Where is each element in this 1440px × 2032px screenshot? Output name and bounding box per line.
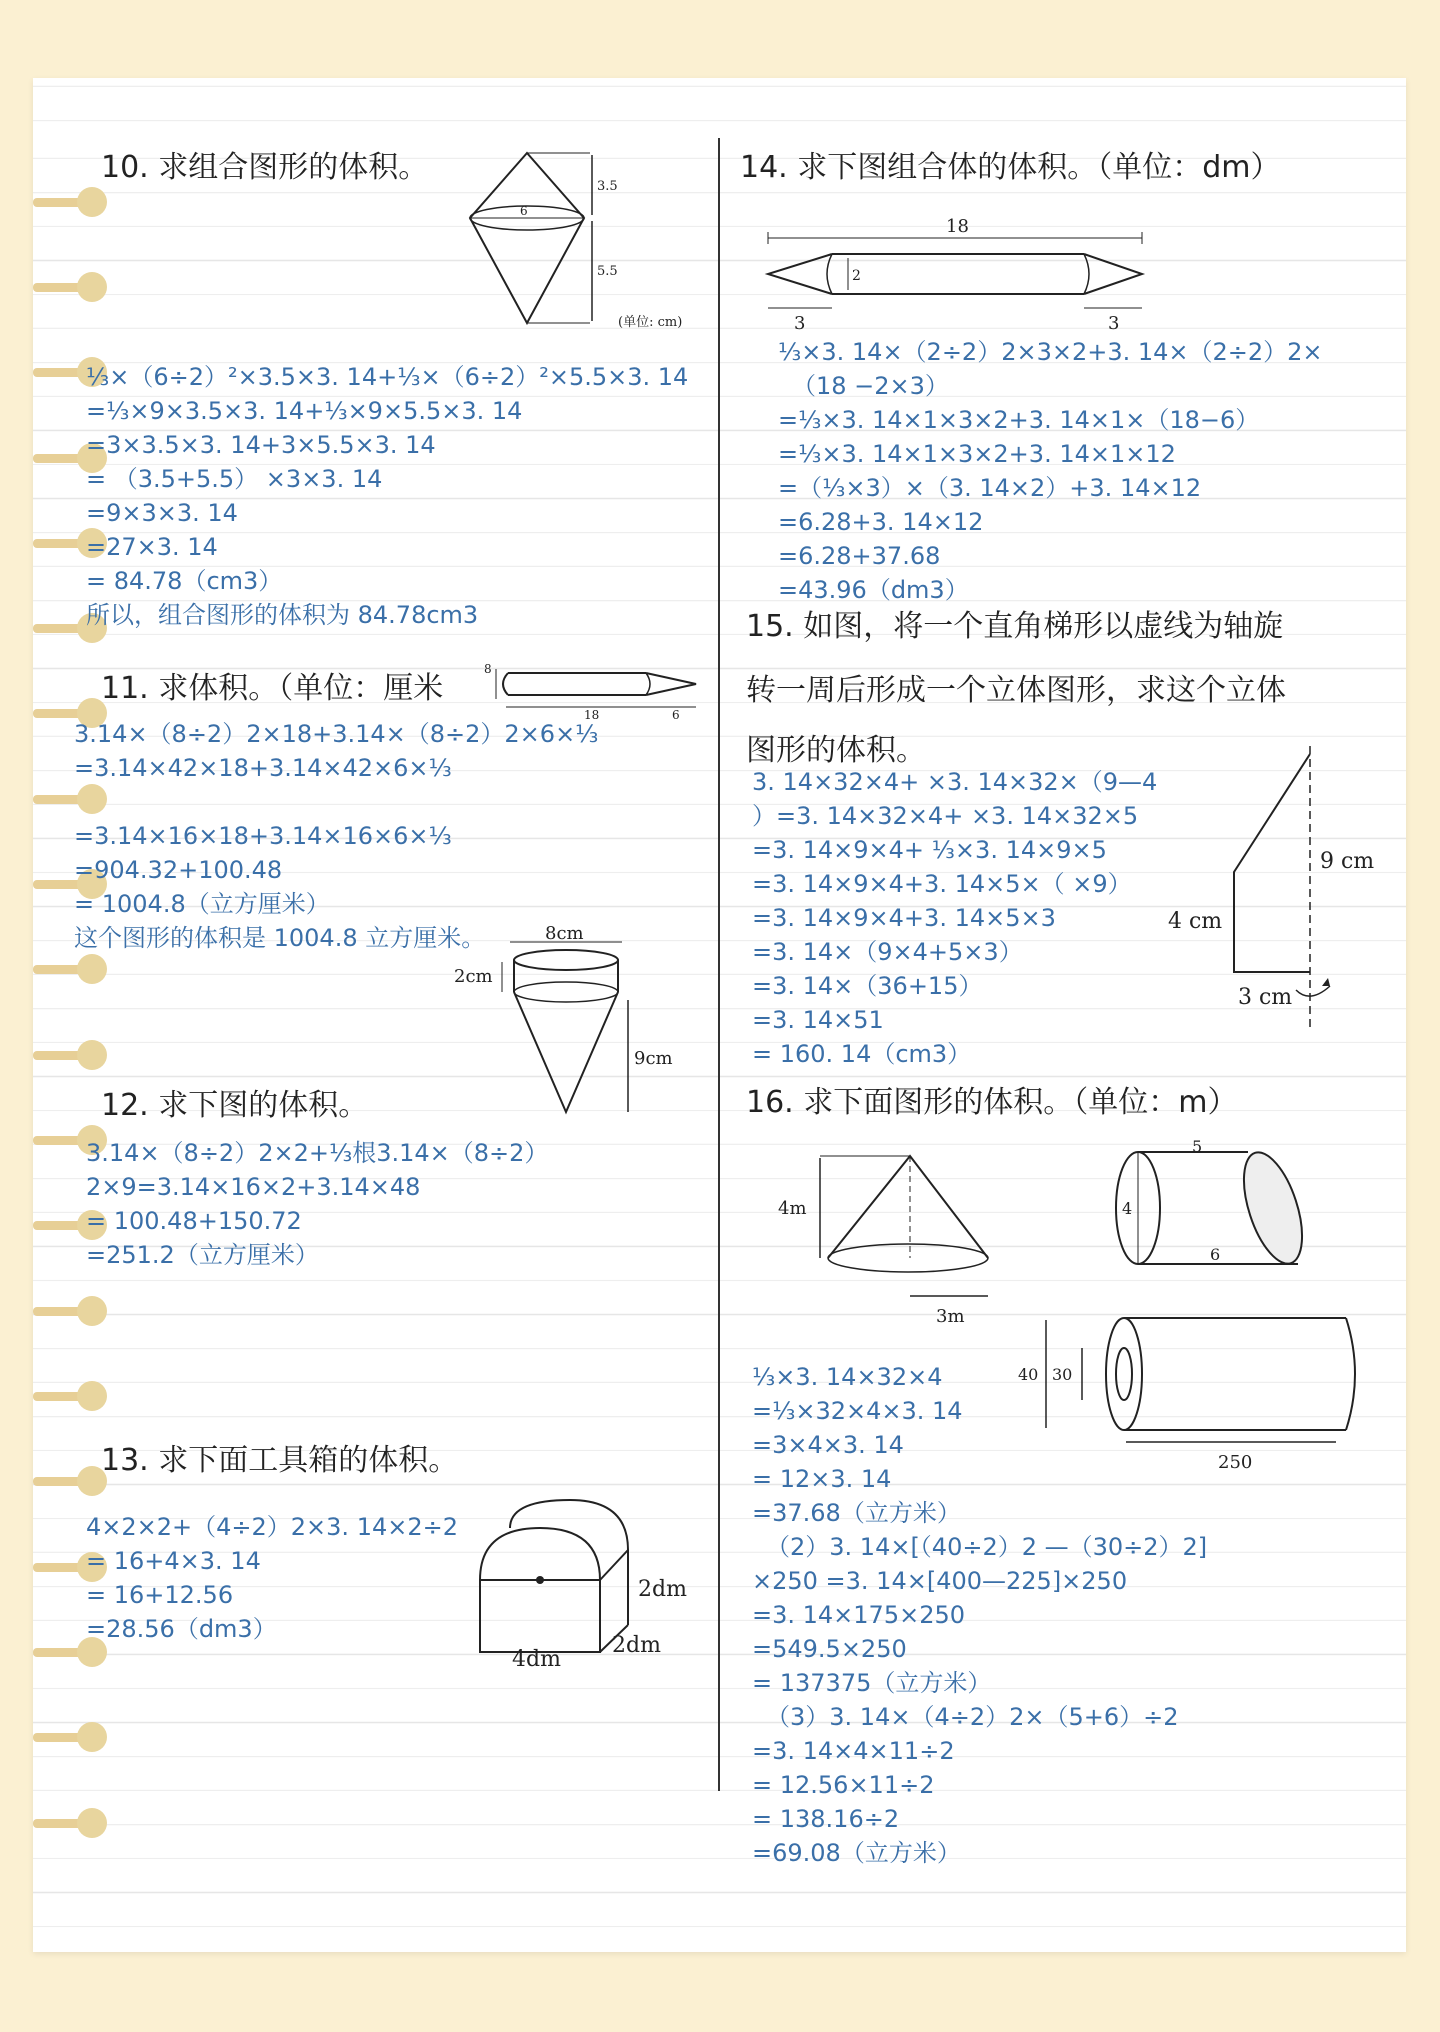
- q10-double-cone-figure: [460, 145, 720, 335]
- q14-fig-label-left: 3: [794, 313, 806, 334]
- question-14-title: 14. 求下图组合体的体积。（单位：dm）: [740, 150, 1281, 185]
- q10-fig-label-bottom: 5.5: [597, 264, 618, 279]
- q16-fig-tube-inner: 30: [1052, 1365, 1073, 1384]
- q15-fig-label-base: 3 cm: [1238, 985, 1293, 1010]
- q10-fig-label-top: 3.5: [597, 179, 618, 194]
- binder-ring: [33, 1296, 105, 1326]
- q12-answer: 3.14×（8÷2）2×2+⅓根3.14×（8÷2） 2×9=3.14×16×2+3.14×48 = 100.48+150.72 =251.2（立方厘米）: [86, 1139, 549, 1269]
- question-13-title: 13. 求下面工具箱的体积。: [101, 1443, 459, 1478]
- q13-answer: 4×2×2+（4÷2）2×3. 14×2÷2 = 16+4×3. 14 = 16+12.56 =28.56（dm3）: [86, 1513, 458, 1643]
- q16-fig-cyl-len: 5: [1192, 1137, 1203, 1156]
- binder-ring: [33, 1722, 105, 1752]
- q16-fig-cone-h: 4m: [778, 1198, 807, 1219]
- q11-fig-label-len: 18: [584, 708, 600, 722]
- q14-answer: ⅓×3. 14×（2÷2）2×3×2+3. 14×（2÷2）2× （18 −2×3） =⅓×3. 14×1×3×2+3. 14×1×（18−6） =⅓×3. 14×1×3×2+3. 14×1×12 =（⅓×3）×（3. 14×2）+3. 14×12 =6.28+3. 14×12 =6.28+37.68 =43.96（dm3）: [778, 338, 1323, 604]
- q10-fig-label-mid: 6: [520, 204, 528, 218]
- binder-ring: [33, 1808, 105, 1838]
- question-16-title: 16. 求下面图形的体积。（单位：m）: [746, 1085, 1238, 1120]
- q12-fig-label-h1: 2cm: [454, 966, 493, 987]
- question-12-title: 12. 求下图的体积。: [101, 1088, 369, 1123]
- q16-fig-tube-outer: 40: [1018, 1365, 1039, 1384]
- q15-fig-label-h: 9 cm: [1320, 849, 1375, 874]
- q16-cone-figure: [770, 1130, 1020, 1330]
- q11-fig-label-tip: 6: [672, 708, 680, 722]
- q16-answer: ⅓×3. 14×32×4 =⅓×32×4×3. 14 =3×4×3. 14 = 12×3. 14 =37.68（立方米） （2）3. 14×[（40÷2）2 —（30÷2）2] ×250 =3. 14×[400—225]×250 =3. 14×175×250 =549.5×250 = 137375（立方米） （3）3. 14×（4÷2）2×（5+6）÷2 =3. 14×4×11÷2 = 12.56×11÷2 = 138.16÷2 =69.08（立方米）: [752, 1363, 1208, 1867]
- q11-fig-label-d: 8: [484, 662, 492, 676]
- binder-ring: [33, 954, 105, 984]
- q14-fig-label-len: 18: [946, 216, 969, 237]
- q16-fig-cyl-cut: 6: [1210, 1245, 1221, 1264]
- binder-ring: [33, 1466, 105, 1496]
- q15-trapezoid-figure: [1160, 742, 1390, 1032]
- binder-ring: [33, 272, 105, 302]
- question-15-title-line3: 图形的体积。: [746, 733, 926, 768]
- binder-ring: [33, 187, 105, 217]
- q13-toolbox-figure: [470, 1490, 710, 1670]
- q12-fig-label-d: 8cm: [545, 923, 584, 944]
- question-15-title-line1: 15. 如图，将一个直角梯形以虚线为轴旋: [746, 609, 1284, 644]
- q15-fig-label-side: 4 cm: [1168, 909, 1223, 934]
- q10-answer: ⅓×（6÷2）²×3.5×3. 14+⅓×（6÷2）²×5.5×3. 14 =⅓×9×3.5×3. 14+⅓×9×5.5×3. 14 =3×3.5×3. 14+3×5.5×3. 14 = （3.5+5.5） ×3×3. 14 =9×3×3. 14 =27×3. 14 = 84.78（cm3） 所以，组合图形的体积为 84.78cm3: [86, 363, 689, 629]
- binder-ring: [33, 1040, 105, 1070]
- q15-answer: 3. 14×32×4+ ×3. 14×32×（9—4 ）=3. 14×32×4+ ×3. 14×32×5 =3. 14×9×4+ ⅓×3. 14×9×5 =3. 14×9×4+3. 14×5×（ ×9） =3. 14×9×4+3. 14×5×3 =3. 14×（9×4+5×3） =3. 14×（36+15） =3. 14×51 = 160. 14（cm3）: [752, 768, 1158, 1068]
- q13-fig-label-h: 2dm: [638, 1577, 687, 1602]
- question-11-title: 11. 求体积。（单位：厘米: [101, 671, 444, 706]
- binder-ring: [33, 1381, 105, 1411]
- column-divider: [718, 138, 720, 1791]
- q13-fig-label-w: 4dm: [512, 1647, 561, 1672]
- question-15-title-line2: 转一周后形成一个立体图形，求这个立体: [746, 673, 1286, 708]
- q14-fig-label-right: 3: [1108, 313, 1120, 334]
- q16-fig-tube-len: 250: [1218, 1452, 1253, 1473]
- q11-answer: 3.14×（8÷2）2×18+3.14×（8÷2）2×6×⅓ =3.14×42×18+3.14×42×6×⅓ =3.14×16×18+3.14×16×6×⅓ =904.32+100.48 = 1004.8（立方厘米） 这个图形的体积是 1004.8 立方厘米。: [74, 720, 599, 952]
- q16-cut-cylinder-figure: [1110, 1137, 1325, 1270]
- q14-cylinder-double-cone-figure: [760, 212, 1160, 337]
- q16-fig-cyl-d: 4: [1122, 1199, 1133, 1218]
- q10-fig-unit: (单位: cm): [618, 315, 683, 330]
- q11-cylinder-cone-figure: [484, 643, 705, 723]
- q16-fig-cone-r: 3m: [936, 1306, 965, 1327]
- question-10-title: 10. 求组合图形的体积。: [101, 150, 429, 185]
- q13-fig-label-d: 2dm: [612, 1633, 661, 1658]
- q12-cylinder-cone-figure: [450, 920, 690, 1120]
- q12-fig-label-h2: 9cm: [634, 1048, 673, 1069]
- q14-fig-label-d: 2: [852, 268, 861, 284]
